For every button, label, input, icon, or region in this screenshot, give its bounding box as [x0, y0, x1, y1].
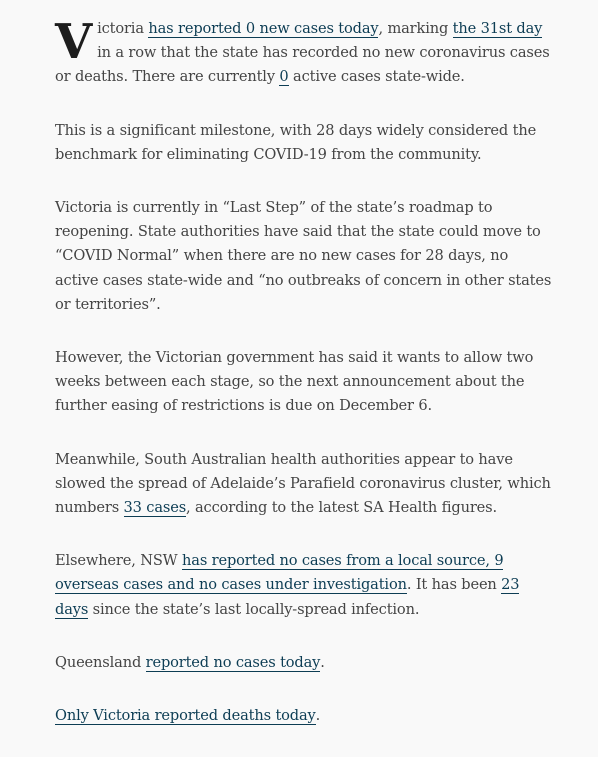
paragraph-text: ictoria — [97, 20, 149, 37]
link-victoria-deaths[interactable]: Only Victoria reported deaths today — [55, 707, 316, 725]
paragraph-text: since the state’s last locally-spread infection. — [88, 600, 420, 618]
article-body — [55, 14, 555, 757]
link-victoria-new-cases[interactable]: has reported 0 new cases today — [148, 20, 379, 37]
paragraph-easing-restrictions: However, the Victorian government has said it wants to allow two weeks between each stage, so the next announcement about the further easing of restrictions is due on December 6. — [55, 349, 534, 415]
link-nsw-cases[interactable]: has reported no cases from a local source, 9 overseas cases and no cases under investigation — [55, 552, 504, 594]
link-active-cases[interactable]: 0 — [279, 68, 289, 86]
paragraph-queensland — [55, 651, 555, 675]
paragraph-text: . — [315, 707, 321, 725]
paragraph-text: . — [320, 653, 325, 671]
paragraph-text: active cases state-wide. — [288, 68, 465, 86]
paragraph-roadmap: Victoria is currently in “Last Step” of the state’s roadmap to reopening. State authorities have said that the state could move to “COVID Normal” when there are no new cases for 28 days, no active cases state-wide and “no outbreaks of concern in other states or territories”. — [55, 199, 552, 313]
paragraph-text: , according to the latest SA Health figures. — [186, 499, 497, 517]
paragraph-south-australia — [55, 448, 555, 521]
link-queensland-no-cases[interactable]: reported no cases today — [145, 653, 321, 671]
paragraph-milestone: This is a significant milestone, with 28 days widely considered the benchmark for eliminating COVID-19 from the community. — [55, 121, 537, 163]
paragraph-text: , marking — [378, 20, 453, 37]
paragraph-deaths — [55, 704, 555, 728]
link-33-cases[interactable]: 33 cases — [123, 499, 187, 517]
link-23-days[interactable]: 23 days — [55, 576, 520, 618]
paragraph-text: in a row that the state has recorded no new coronavirus cases or deaths. There are currently — [55, 44, 550, 86]
paragraph-text: . It has been — [406, 576, 502, 594]
link-31st-day[interactable]: the 31st day — [452, 20, 543, 37]
paragraph-nsw — [55, 549, 555, 622]
paragraph-text: Meanwhile, South Australian health authorities appear to have slowed the spread of Adelaide’s Parafield coronavirus cluster, which numbers — [55, 450, 551, 517]
paragraph-text: Queensland — [55, 653, 146, 671]
paragraph-victoria-status — [55, 14, 555, 90]
paragraph-text: Elsewhere, NSW — [55, 552, 183, 570]
drop-cap: V — [55, 14, 93, 70]
